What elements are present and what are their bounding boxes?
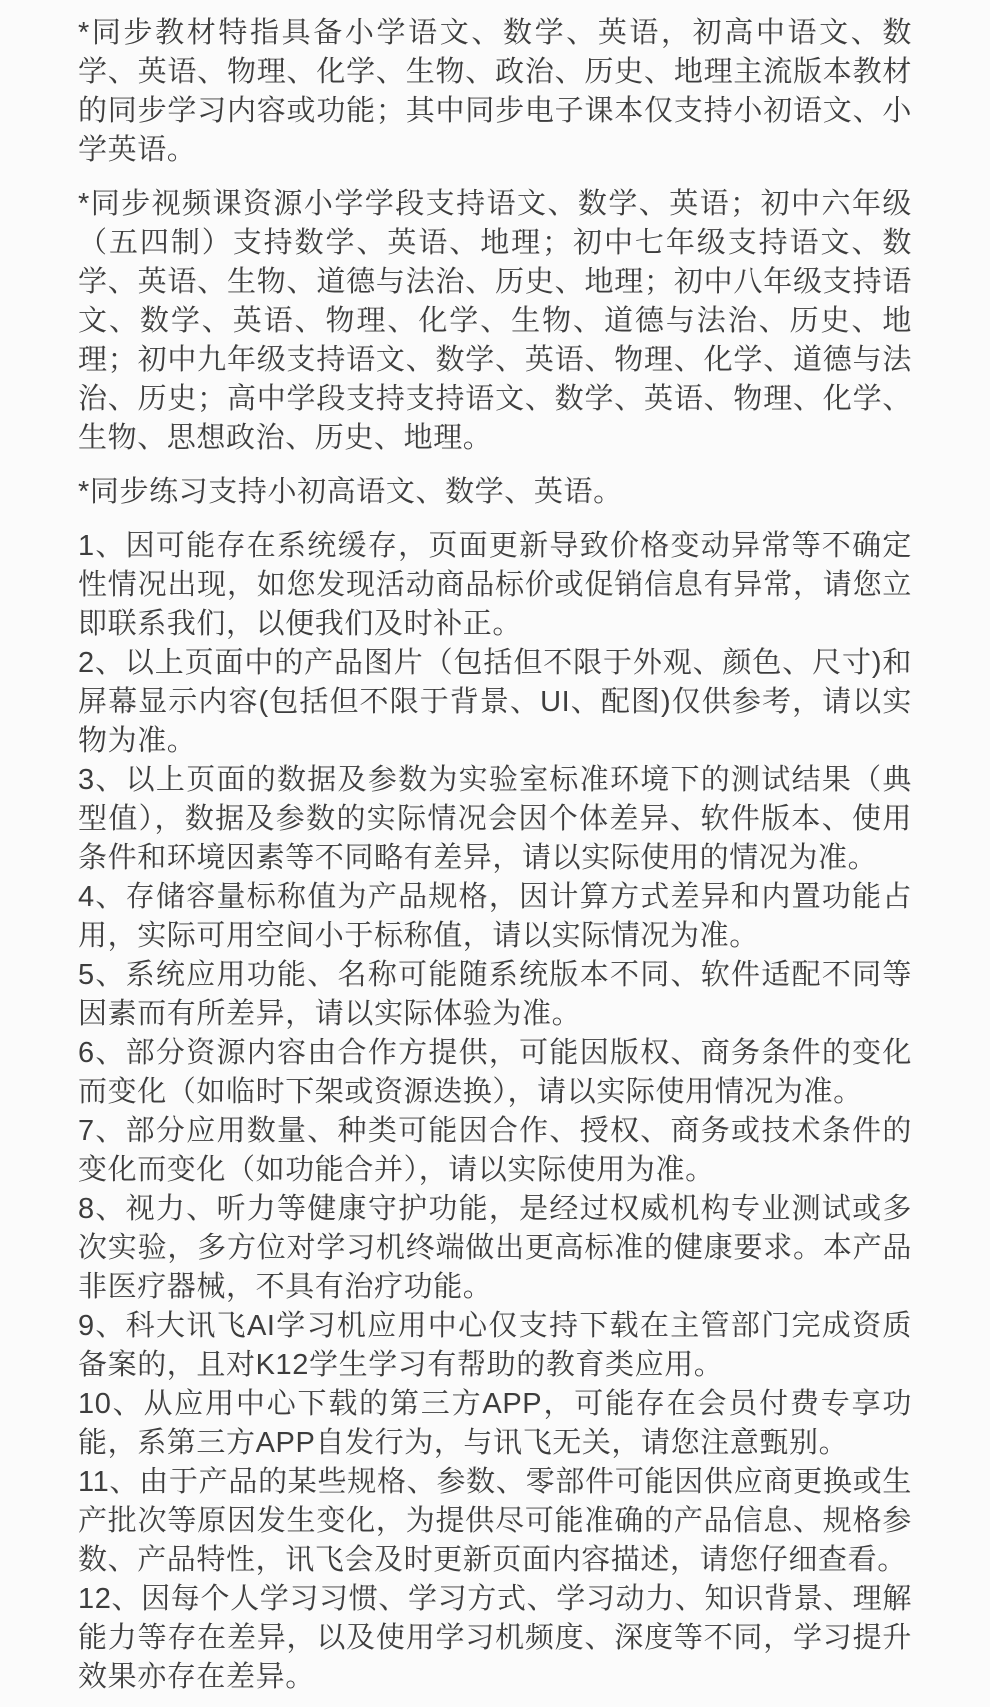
disclaimer-item-1: 1、因可能存在系统缓存，页面更新导致价格变动异常等不确定性情况出现，如您发现活动商品标价或促销信息有异常，请您立即联系我们，以便我们及时补正。 bbox=[78, 530, 912, 640]
disclaimer-item-11: 11、由于产品的某些规格、参数、零部件可能因供应商更换或生产批次等原因发生变化，为提供尽可能准确的产品信息、规格参数、产品特性，讯飞会及时更新页面内容描述，请您仔细查看。 bbox=[78, 1466, 912, 1576]
note-sync-video-course: *同步视频课资源小学学段支持语文、数学、英语；初中六年级（五四制）支持数学、英语、地理；初中七年级支持语文、数学、英语、生物、道德与法治、历史、地理；初中八年级支持语文、数学、英语、物理、化学、生物、道德与法治、历史、地理；初中九年级支持语文、数学、英语、物理、化学、道德与法治、历史；高中学段支持支持语文、数学、英语、物理、化学、生物、思想政治、历史、地理。 bbox=[78, 188, 912, 454]
disclaimer-item-2: 2、以上页面中的产品图片（包括但不限于外观、颜色、尺寸)和屏幕显示内容(包括但不限于背景、UI、配图)仅供参考，请以实物为准。 bbox=[78, 647, 912, 757]
disclaimer-item-10: 10、从应用中心下载的第三方APP，可能存在会员付费专享功能，系第三方APP自发行为，与讯飞无关，请您注意甄别。 bbox=[78, 1388, 912, 1459]
disclaimer-item-4: 4、存储容量标称值为产品规格，因计算方式差异和内置功能占用，实际可用空间小于标称值，请以实际情况为准。 bbox=[78, 881, 912, 952]
disclaimer-item-3: 3、以上页面的数据及参数为实验室标准环境下的测试结果（典型值），数据及参数的实际情况会因个体差异、软件版本、使用条件和环境因素等不同略有差异，请以实际使用的情况为准。 bbox=[78, 764, 912, 874]
disclaimer-list bbox=[78, 527, 912, 1697]
disclaimer-item-8: 8、视力、听力等健康守护功能，是经过权威机构专业测试或多次实验，多方位对学习机终端做出更高标准的健康要求。本产品非医疗器械，不具有治疗功能。 bbox=[78, 1193, 912, 1303]
disclaimer-item-6: 6、部分资源内容由合作方提供，可能因版权、商务条件的变化而变化（如临时下架或资源迭换），请以实际使用情况为准。 bbox=[78, 1037, 912, 1108]
note-sync-textbook: *同步教材特指具备小学语文、数学、英语，初高中语文、数学、英语、物理、化学、生物、政治、历史、地理主流版本教材的同步学习内容或功能；其中同步电子课本仅支持小初语文、小学英语。 bbox=[78, 17, 912, 166]
disclaimer-item-9: 9、科大讯飞AI学习机应用中心仅支持下载在主管部门完成资质备案的，且对K12学生学习有帮助的教育类应用。 bbox=[78, 1310, 912, 1381]
disclaimer-item-12: 12、因每个人学习习惯、学习方式、学习动力、知识背景、理解能力等存在差异，以及使用学习机频度、深度等不同，学习提升效果亦存在差异。 bbox=[78, 1583, 912, 1693]
disclaimer-item-5: 5、系统应用功能、名称可能随系统版本不同、软件适配不同等因素而有所差异，请以实际体验为准。 bbox=[78, 959, 912, 1030]
note-sync-practice: *同步练习支持小初高语文、数学、英语。 bbox=[78, 476, 623, 508]
disclaimer-item-7: 7、部分应用数量、种类可能因合作、授权、商务或技术条件的变化而变化（如功能合并），请以实际使用为准。 bbox=[78, 1115, 912, 1186]
